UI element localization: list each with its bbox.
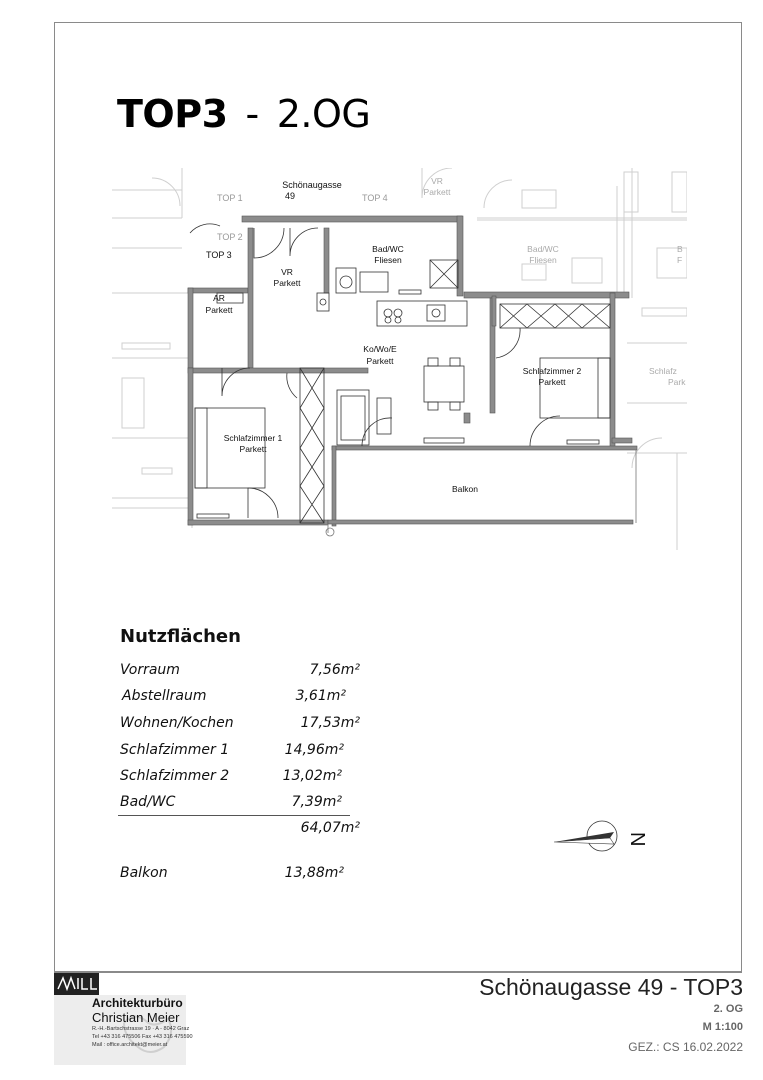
room-vr-name: VR <box>281 267 293 277</box>
area-label: Vorraum <box>120 662 180 678</box>
room-bad-name: Bad/WC <box>372 244 404 254</box>
areas-title: Nutzflächen <box>120 626 241 647</box>
area-value: 17,53m² <box>300 715 360 731</box>
ghost-b-floor: F <box>677 255 683 265</box>
area-row-wohnen <box>120 715 360 735</box>
area-row-total <box>120 820 360 840</box>
ghost-sz-name: Schlafz <box>649 366 677 376</box>
label-top1: TOP 1 <box>217 193 243 203</box>
page-title <box>117 92 370 136</box>
label-top2: TOP 2 <box>217 232 243 242</box>
area-label: Abstellraum <box>122 688 207 704</box>
area-total-value: 64,07m² <box>300 820 360 836</box>
room-sz2-floor: Parkett <box>538 377 566 387</box>
office-mail-line: Mail : office.architekt@meier.at <box>92 1042 168 1048</box>
floor-plan-drawing <box>112 168 687 550</box>
office-address-line: R.-H.-Bartschstrasse 19 · A - 8042 Graz <box>92 1026 190 1032</box>
label-top4: TOP 4 <box>362 193 388 203</box>
area-value: 3,61m² <box>295 688 346 704</box>
ghost-vr-name: VR <box>431 176 443 186</box>
area-row-vorraum <box>120 662 360 682</box>
area-label: Bad/WC <box>120 794 176 810</box>
north-letter: N <box>626 832 648 847</box>
area-row-abstellraum <box>122 688 346 708</box>
ghost-left <box>112 168 192 528</box>
title-floor: 2.OG <box>276 92 371 136</box>
ghost-vr-floor: Parkett <box>423 187 451 197</box>
room-kowoe-name: Ko/Wo/E <box>363 344 397 354</box>
area-label: Schlafzimmer 2 <box>120 768 230 784</box>
area-row-schlafzimmer-1 <box>120 742 344 762</box>
ghost-bad-name: Bad/WC <box>527 244 559 254</box>
project-floor: 2. OG <box>713 1003 743 1015</box>
room-balkon-name: Balkon <box>452 484 478 494</box>
area-value: 13,02m² <box>282 768 342 784</box>
room-sz1-floor: Parkett <box>239 444 267 454</box>
floor-plan <box>112 168 687 550</box>
room-sz2-name: Schlafzimmer 2 <box>522 366 582 376</box>
office-phone-line: Tel +43 316 475506 Fax +43 316 475590 <box>92 1034 193 1040</box>
area-value: 7,56m² <box>309 662 360 678</box>
room-ar-floor: Parkett <box>205 305 233 315</box>
street-name: Schönaugasse <box>282 180 342 190</box>
title-separator: - <box>245 92 259 136</box>
ghost-bad-floor: Fliesen <box>529 255 557 265</box>
room-ar-name: AR <box>213 293 225 303</box>
room-bad-floor: Fliesen <box>374 255 402 265</box>
north-arrow-icon <box>552 814 660 862</box>
project-title: Schönaugasse 49 - TOP3 <box>479 974 743 1000</box>
project-drawn-by: GEZ.: CS 16.02.2022 <box>628 1040 743 1054</box>
label-top3: TOP 3 <box>206 250 232 260</box>
ghost-b-name: B <box>677 244 683 254</box>
project-scale: M 1:100 <box>702 1021 743 1033</box>
area-value: 13,88m² <box>284 865 344 881</box>
area-row-schlafzimmer-2 <box>120 768 342 788</box>
room-sz1-name: Schlafzimmer 1 <box>223 433 283 443</box>
area-label: Balkon <box>120 865 168 881</box>
sum-divider <box>118 815 350 816</box>
ghost-sz-floor: Park <box>668 377 686 387</box>
room-kowoe-floor: Parkett <box>366 356 394 366</box>
title-unit: TOP3 <box>117 92 228 136</box>
area-row-balkon <box>120 865 344 885</box>
area-row-bad-wc <box>120 794 342 814</box>
area-label: Wohnen/Kochen <box>120 715 234 731</box>
street-number: 49 <box>284 191 296 201</box>
office-owner: Christian Meier <box>92 1010 180 1025</box>
area-label: Schlafzimmer 1 <box>120 742 230 758</box>
north-arrow <box>552 814 660 862</box>
room-vr-floor: Parkett <box>273 278 301 288</box>
office-name: Architekturbüro <box>92 996 183 1010</box>
area-value: 14,96m² <box>284 742 344 758</box>
area-value: 7,39m² <box>291 794 342 810</box>
